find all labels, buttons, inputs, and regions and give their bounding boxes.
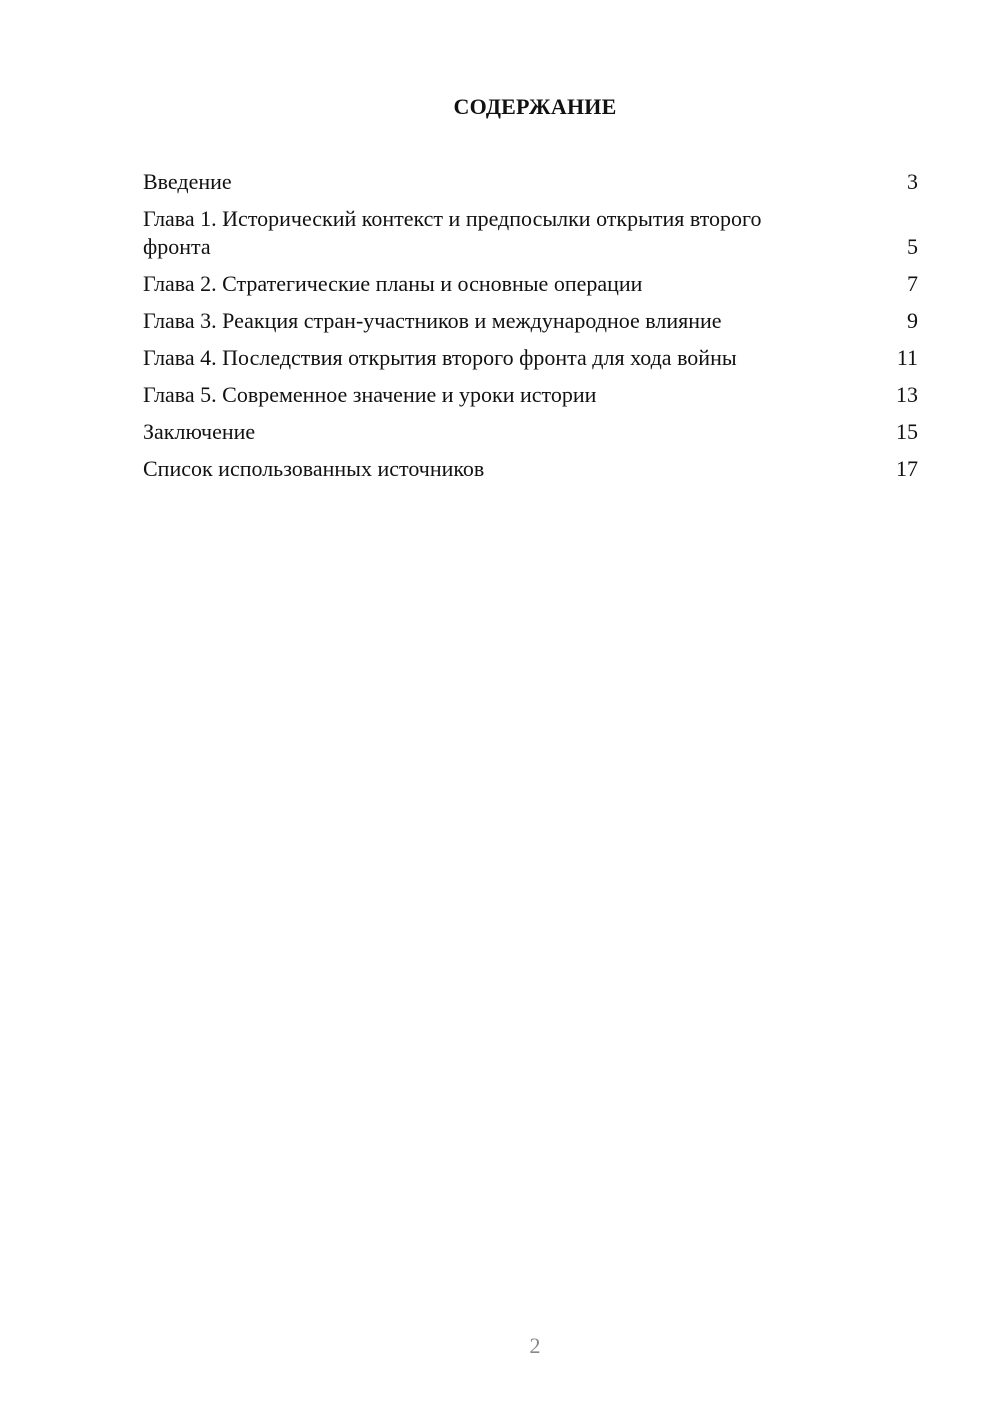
toc-entry-page-number: 17: [896, 456, 918, 481]
toc-entry-label: Список использованных источников: [143, 456, 485, 481]
toc-entry-page-number: 5: [907, 234, 918, 259]
toc-entry-page-number: 13: [896, 382, 918, 407]
toc-entry-chapter-3: [143, 307, 918, 335]
page-number: 2: [529, 1333, 541, 1358]
toc-entry-conclusion: [143, 418, 918, 446]
toc-entry-page-number: 9: [907, 308, 918, 333]
toc-entry-page-number: 7: [907, 271, 918, 296]
table-of-contents: [143, 168, 918, 492]
toc-entry-references: [143, 455, 918, 483]
page-title: СОДЕРЖАНИЕ: [453, 94, 617, 119]
toc-entry-chapter-4: [143, 344, 918, 372]
toc-entry-chapter-2: [143, 270, 918, 298]
toc-entry-chapter-5: [143, 381, 918, 409]
toc-entry-label: Глава 5. Современное значение и уроки истории: [143, 382, 597, 407]
toc-entry-page-number: 11: [896, 345, 918, 370]
toc-entry-label: Введение: [143, 169, 232, 194]
toc-entry-introduction: [143, 168, 918, 196]
toc-entry-label: Глава 3. Реакция стран-участников и международное влияние: [143, 308, 722, 333]
toc-entry-page-number: 15: [896, 419, 918, 444]
toc-entry-label: Глава 2. Стратегические планы и основные операции: [143, 271, 643, 296]
toc-entry-label: Заключение: [143, 419, 256, 444]
toc-entry-label: Глава 4. Последствия открытия второго фронта для хода войны: [143, 345, 737, 370]
toc-entry-chapter-1: [143, 205, 918, 261]
toc-entry-label: Глава 1. Исторический контекст и предпосылки открытия второго фронта: [143, 206, 762, 259]
toc-entry-page-number: 3: [907, 169, 918, 194]
